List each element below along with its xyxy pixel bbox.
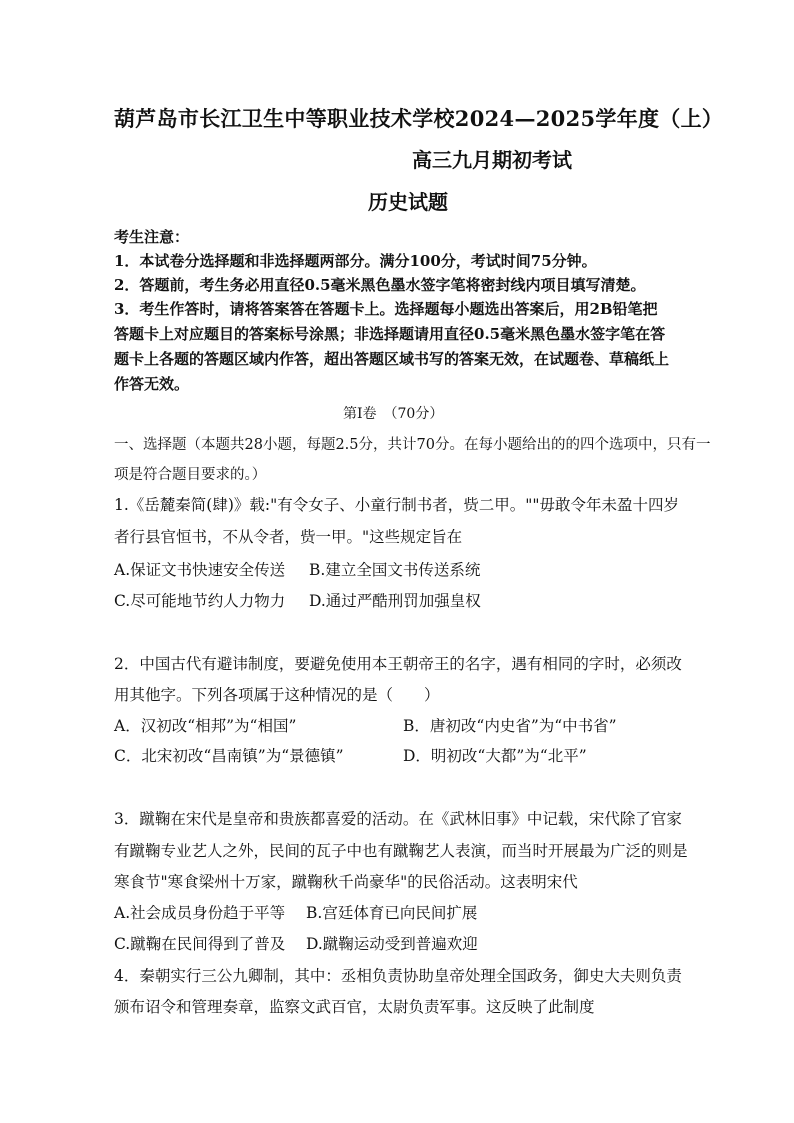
option-d: D.通过严酷刑罚加强皇权 — [309, 592, 481, 610]
option-d: D．明初改“大都”为“北平” — [403, 747, 587, 765]
option-c: C.尽可能地节约人力物力 — [114, 592, 286, 610]
notice-item: 3．考生作答时，请将答案答在答题卡上。选择题每小题选出答案后，用2B铅笔把 — [114, 300, 658, 318]
question-stem: 用其他字。下列各项属于这种情况的是（ ） — [114, 686, 440, 704]
option-a: A.保证文书快速安全传送 — [114, 561, 286, 579]
section-intro: 一、选择题（本题共28小题，每题2.5分，共计70分。在每小题给出的的四个选项中，只有一 — [114, 437, 711, 453]
notice-item: 题卡上各题的答题区域内作答，超出答题区域书写的答案无效，在试题卷、草稿纸上 — [114, 350, 670, 368]
question-stem: 4．秦朝实行三公九卿制，其中：丞相负责协助皇帝处理全国政务，御史大夫则负责 — [114, 967, 682, 985]
question-stem: 者行县官恒书，不从令者，赀一甲。"这些规定旨在 — [114, 528, 463, 546]
option-a: A.社会成员身份趋于平等 — [114, 904, 286, 922]
question-stem: 寒食节"寒食梁州十万家，蹴鞠秋千尚豪华"的民俗活动。这表明宋代 — [114, 873, 578, 891]
question-stem: 3．蹴鞠在宋代是皇帝和贵族都喜爱的活动。在《武林旧事》中记载，宋代除了官家 — [114, 810, 682, 828]
option-c: C.蹴鞠在民间得到了普及 — [114, 935, 286, 953]
notice-item: 1．本试卷分选择题和非选择题两部分。满分100分，考试时间75分钟。 — [114, 252, 597, 270]
notice-item: 2．答题前，考生务必用直径0.5毫米黑色墨水签字笔将密封线内项目填写清楚。 — [114, 276, 646, 294]
option-a: A．汉初改“相邦”为“相国” — [114, 717, 297, 735]
exam-title-school: 葫芦岛市长江卫生中等职业技术学校2024—2025学年度（上） — [114, 106, 724, 131]
option-c: C．北宋初改“昌南镇”为“景德镇” — [114, 747, 344, 765]
question-stem: 1.《岳麓秦简(肆)》载:"有令女子、小童行制书者，赀二甲。""毋敢令年未盈十四岁 — [114, 496, 679, 514]
option-b: B.建立全国文书传送系统 — [309, 561, 481, 579]
question-stem: 有蹴鞠专业艺人之外，民间的瓦子中也有蹴鞠艺人表演，而当时开展最为广泛的则是 — [114, 842, 688, 860]
option-d: D.蹴鞠运动受到普遍欢迎 — [306, 935, 478, 953]
option-b: B.宫廷体育已向民间扩展 — [306, 904, 478, 922]
notice-item: 答题卡上对应题目的答案标号涂黑；非选择题请用直径0.5毫米黑色墨水签字笔在答 — [114, 325, 666, 343]
question-stem: 2．中国古代有避讳制度，要避免使用本王朝帝王的名字，遇有相同的字时，必须改 — [114, 655, 682, 673]
exam-title-subject: 历史试题 — [368, 190, 448, 214]
exam-title-term: 高三九月期初考试 — [412, 148, 572, 172]
section-title: 第Ⅰ卷 （70分） — [343, 406, 444, 422]
notice-item: 作答无效。 — [114, 375, 190, 393]
notice-heading: 考生注意： — [114, 228, 190, 246]
section-intro: 项是符合题目要求的。） — [114, 467, 267, 483]
option-b: B．唐初改“内史省”为“中书省” — [403, 717, 617, 735]
question-stem: 颁布诏令和管理奏章，监察文武百官，太尉负责军事。这反映了此制度 — [114, 998, 595, 1016]
